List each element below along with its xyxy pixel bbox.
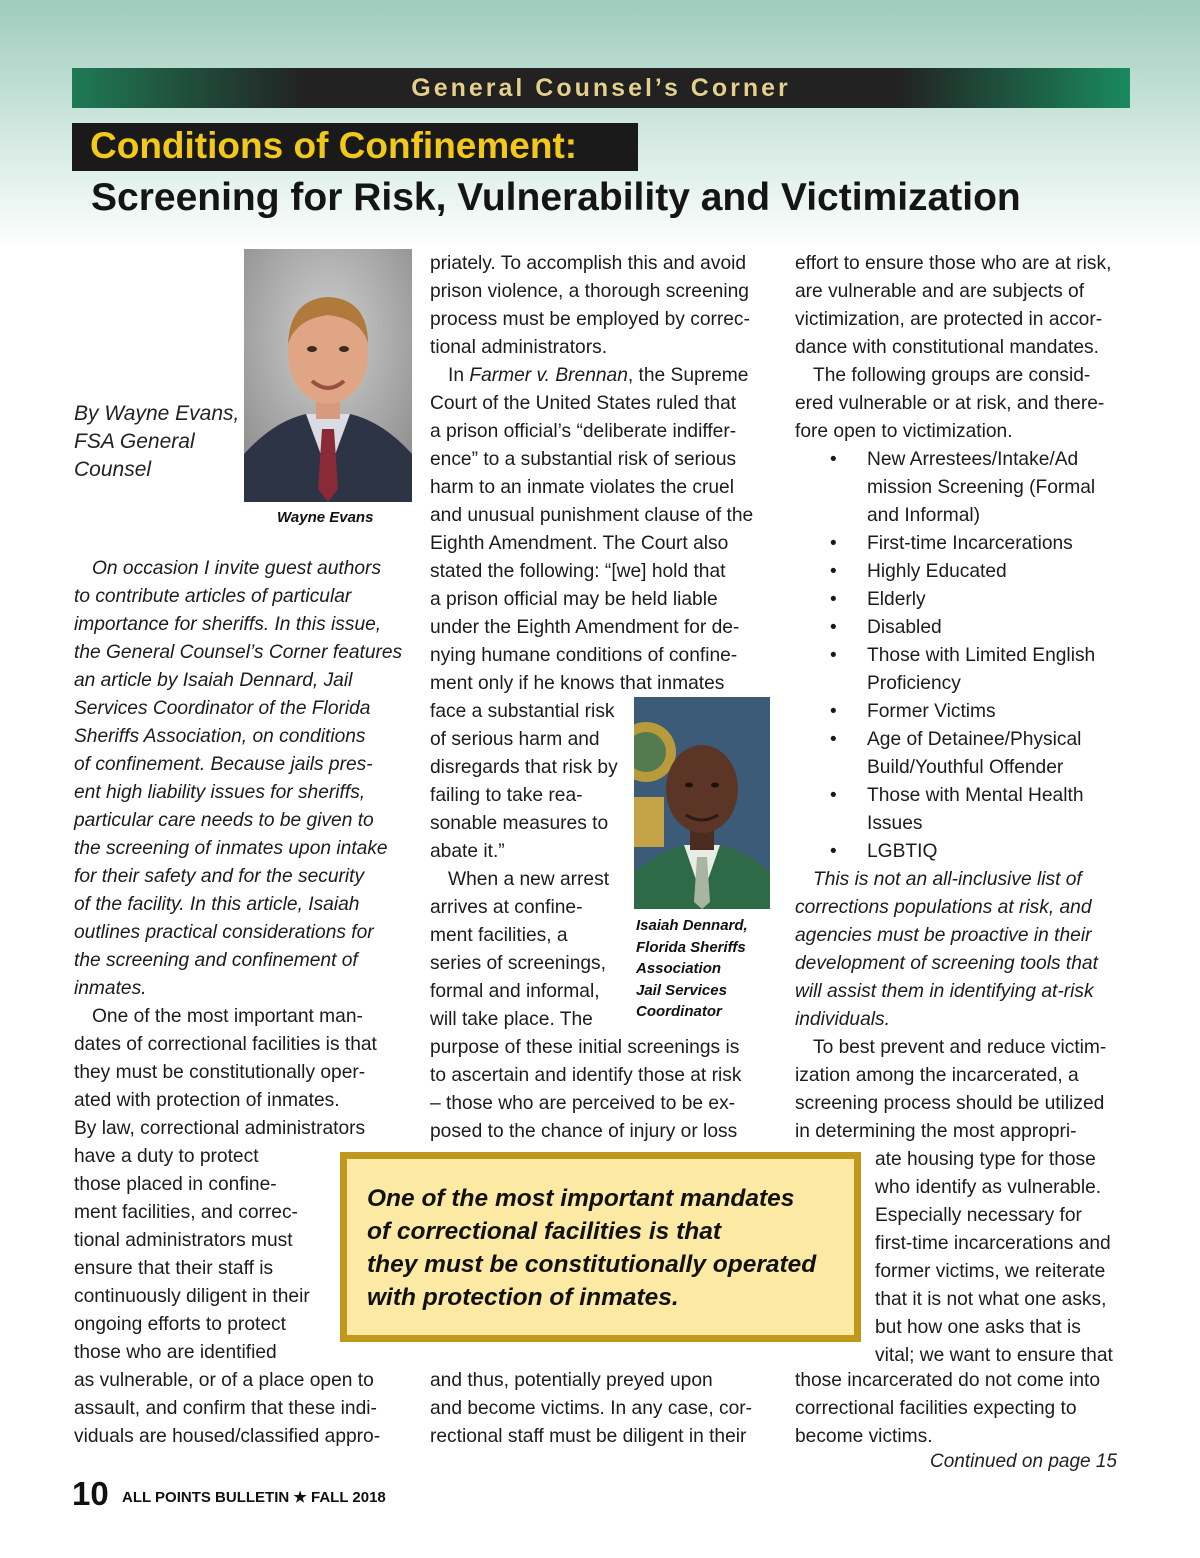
intro-line: ent high liability issues for sheriffs, [74, 782, 366, 803]
body-line: a prison official’s “deliberate indiffer- [430, 421, 737, 442]
photo-caption-wayne-evans: Wayne Evans [277, 509, 374, 526]
body-line: of serious harm and [430, 729, 600, 750]
body-line: who identify as vulnerable. [875, 1177, 1102, 1198]
body-line: are vulnerable and are subjects of [795, 281, 1085, 302]
intro-line: Sheriffs Association, on conditions [74, 726, 366, 747]
bullet-text: Proficiency [867, 673, 961, 694]
author-photo-wayne-evans [244, 249, 412, 502]
photo-isaiah-dennard [634, 697, 770, 909]
body-line: When a new arrest [448, 869, 610, 890]
body-line: and unusual punishment clause of the [430, 505, 754, 526]
body-line: and thus, potentially preyed upon [430, 1370, 713, 1391]
intro-line: inmates. [74, 978, 147, 999]
continued-note: Continued on page 15 [930, 1451, 1117, 1472]
body-line: face a substantial risk [430, 701, 615, 722]
page-number: 10 [72, 1475, 109, 1512]
body-line: to ascertain and identify those at risk [430, 1065, 742, 1086]
intro-line: the General Counsel’s Corner features [74, 642, 403, 663]
section-title: General Counsel’s Corner [411, 73, 791, 102]
note-line: development of screening tools that [795, 953, 1098, 974]
bullet-glyph: • [830, 449, 837, 470]
body-line: ered vulnerable or at risk, and there- [795, 393, 1105, 414]
body-line: vital; we want to ensure that [875, 1345, 1113, 1366]
bullet-text: Disabled [867, 617, 942, 638]
photo-caption-isaiah-dennard [636, 915, 748, 1023]
body-line: posed to the chance of injury or loss [430, 1121, 738, 1142]
body-line: The following groups are consid- [813, 365, 1091, 386]
body-line: formal and informal, [430, 981, 600, 1002]
body-line: dance with constitutional mandates. [795, 337, 1099, 358]
body-line: correctional facilities expecting to [795, 1398, 1077, 1419]
body-line: screening process should be utilized [795, 1093, 1105, 1114]
note-line: individuals. [795, 1009, 890, 1030]
bullet-text: Those with Limited English [867, 645, 1096, 666]
bullet-text: mission Screening (Formal [867, 477, 1096, 498]
note-line: corrections populations at risk, and [795, 897, 1092, 918]
body-line: abate it.” [430, 841, 505, 862]
body-line: ence” to a substantial risk of serious [430, 449, 737, 470]
body-line-farmer [448, 362, 748, 390]
pull-quote-line: of correctional facilities is that [367, 1218, 721, 1245]
body-line: continuously diligent in their [74, 1286, 310, 1307]
body-line: that it is not what one asks, [875, 1289, 1107, 1310]
title-bar [72, 123, 638, 171]
body-line: victimization, are protected in accor- [795, 309, 1103, 330]
bullet-glyph: • [830, 701, 837, 722]
body-line: disregards that risk by [430, 757, 618, 778]
body-line: ated with protection of inmates. [74, 1090, 340, 1111]
farmer-pre: In [448, 365, 470, 386]
body-line: those incarcerated do not come into [795, 1370, 1101, 1391]
body-line: a prison official may be held liable [430, 589, 718, 610]
note-line: agencies must be proactive in their [795, 925, 1092, 946]
bullet-text: New Arrestees/Intake/Ad [867, 449, 1079, 470]
bullet-text: Highly Educated [867, 561, 1007, 582]
body-line: series of screenings, [430, 953, 606, 974]
body-line: ensure that their staff is [74, 1258, 274, 1279]
body-line: those who are identified [74, 1342, 277, 1363]
body-line: prison violence, a thorough screening [430, 281, 749, 302]
body-line: as vulnerable, or of a place open to [74, 1370, 374, 1391]
bullet-glyph: • [830, 589, 837, 610]
body-line: tional administrators must [74, 1230, 293, 1251]
bullet-text: LGBTIQ [867, 841, 938, 862]
intro-line: of the facility. In this article, Isaiah [74, 894, 360, 915]
section-banner [72, 68, 1130, 108]
body-line: fore open to victimization. [795, 421, 1013, 442]
body-line: To best prevent and reduce victim- [813, 1037, 1107, 1058]
intro-line: Services Coordinator of the Florida [74, 698, 371, 719]
body-line: become victims. [795, 1426, 933, 1447]
body-line: in determining the most appropri- [795, 1121, 1077, 1142]
bullet-glyph: • [830, 561, 837, 582]
byline-line: By Wayne Evans, [74, 402, 240, 425]
body-line: tional administrators. [430, 337, 608, 358]
publication-name: ALL POINTS BULLETIN ★ FALL 2018 [122, 1489, 386, 1506]
intro-line: the screening of inmates upon intake [74, 838, 388, 859]
caption-line: Jail Services [636, 981, 727, 999]
caption-line: Isaiah Dennard, [636, 917, 748, 934]
body-line: have a duty to protect [74, 1146, 259, 1167]
byline-line: FSA General [74, 430, 195, 453]
intro-line: importance for sheriffs. In this issue, [74, 614, 382, 635]
body-line: purpose of these initial screenings is [430, 1037, 740, 1058]
body-line: and become victims. In any case, cor- [430, 1398, 753, 1419]
body-line: harm to an inmate violates the cruel [430, 477, 734, 498]
caption-line: Coordinator [636, 1003, 722, 1020]
body-line: ment facilities, and correc- [74, 1202, 298, 1223]
farmer-post: , the Supreme [627, 365, 749, 386]
bullet-glyph: • [830, 645, 837, 666]
body-line: nying humane conditions of confine- [430, 645, 738, 666]
pull-quote-line: One of the most important mandates [367, 1185, 795, 1212]
bullet-glyph: • [830, 533, 837, 554]
body-line: effort to ensure those who are at risk, [795, 253, 1112, 274]
intro-line: On occasion I invite guest authors [92, 558, 382, 579]
body-line: Eighth Amendment. The Court also [430, 533, 729, 554]
body-line: will take place. The [430, 1009, 593, 1030]
body-line: former victims, we reiterate [875, 1261, 1106, 1282]
pull-quote-line: they must be constitutionally operated [367, 1251, 817, 1278]
body-line: ate housing type for those [875, 1149, 1096, 1170]
intro-line: outlines practical considerations for [74, 922, 374, 943]
body-line: ment facilities, a [430, 925, 568, 946]
bullet-glyph: • [830, 729, 837, 750]
caption-line: Florida Sheriffs [636, 938, 746, 956]
body-line: but how one asks that is [875, 1317, 1081, 1338]
body-line: failing to take rea- [430, 785, 583, 806]
body-line: dates of correctional facilities is that [74, 1034, 377, 1055]
bullet-text: Elderly [867, 589, 926, 610]
bullet-text: Those with Mental Health [867, 785, 1084, 806]
byline-line: Counsel [74, 458, 152, 481]
body-line: Court of the United States ruled that [430, 393, 737, 414]
intro-line: the screening and confinement of [74, 950, 358, 971]
bullet-glyph: • [830, 785, 837, 806]
byline [74, 400, 239, 484]
body-line: under the Eighth Amendment for de- [430, 617, 740, 638]
body-line: By law, correctional administrators [74, 1118, 366, 1139]
bullet-glyph: • [830, 617, 837, 638]
intro-line: for their safety and for the security [74, 866, 365, 887]
body-line: arrives at confine- [430, 897, 583, 918]
bullet-text: Issues [867, 813, 923, 834]
body-line: – those who are perceived to be ex- [430, 1093, 736, 1114]
bullet-text: Age of Detainee/Physical [867, 729, 1082, 750]
body-line: first-time incarcerations and [875, 1233, 1111, 1254]
note-line: will assist them in identifying at-risk [795, 981, 1094, 1002]
bullet-text: Former Victims [867, 701, 996, 722]
pull-quote [340, 1152, 861, 1342]
article-title-line2: Screening for Risk, Vulnerability and Victimization [91, 176, 1021, 219]
bullet-glyph: • [830, 841, 837, 862]
bullet-text: First-time Incarcerations [867, 533, 1073, 554]
article-title-line1: Conditions of Confinement: [90, 125, 578, 166]
body-line: ment only if he knows that inmates [430, 673, 725, 694]
body-line: assault, and confirm that these indi- [74, 1398, 377, 1419]
body-line: priately. To accomplish this and avoid [430, 253, 747, 274]
note-line: This is not an all-inclusive list of [813, 869, 1082, 890]
body-line: One of the most important man- [92, 1006, 363, 1027]
body-line: rectional staff must be diligent in their [430, 1426, 747, 1447]
body-line: they must be constitutionally oper- [74, 1062, 366, 1083]
body-line: process must be employed by correc- [430, 309, 750, 330]
body-line: ongoing efforts to protect [74, 1314, 286, 1335]
case-name: Farmer v. Brennan [469, 365, 628, 386]
intro-line: to contribute articles of particular [74, 586, 352, 607]
intro-line: of confinement. Because jails pres- [74, 754, 373, 775]
body-line: Especially necessary for [875, 1205, 1082, 1226]
bullet-text: Build/Youthful Offender [867, 757, 1064, 778]
body-line: those placed in confine- [74, 1174, 277, 1195]
caption-line: Association [636, 960, 722, 977]
intro-line: particular care needs to be given to [74, 810, 374, 831]
bullet-text: and Informal) [867, 505, 981, 526]
body-line: stated the following: “[we] hold that [430, 561, 726, 582]
body-line: sonable measures to [430, 813, 609, 834]
body-line: viduals are housed/classified appro- [74, 1426, 381, 1447]
body-line: ization among the incarcerated, a [795, 1065, 1079, 1086]
pull-quote-line: with protection of inmates. [367, 1284, 679, 1311]
intro-line: an article by Isaiah Dennard, Jail [74, 670, 353, 691]
